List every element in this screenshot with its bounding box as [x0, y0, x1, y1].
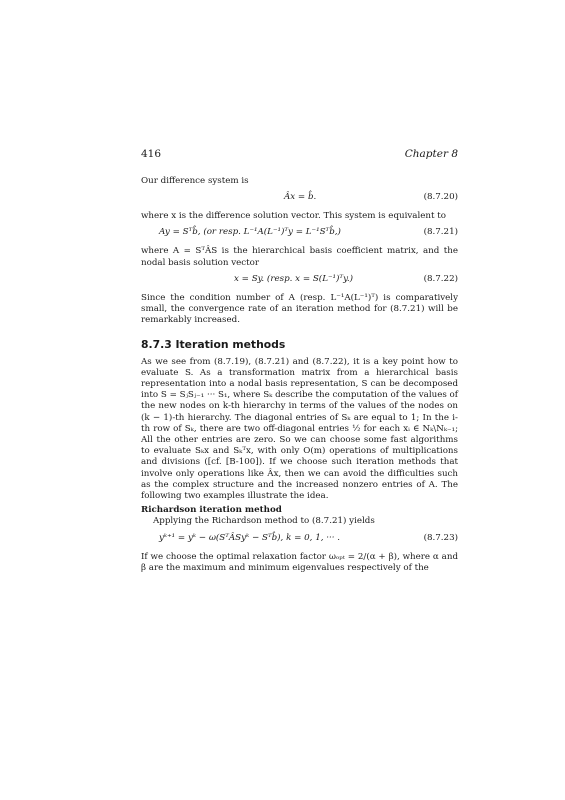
paragraph: where A = SᵀÂS is the hierarchical basis coefficient matrix, and the nodal basis solution vector — [141, 246, 458, 268]
subsection-heading: Richardson iteration method — [141, 505, 282, 516]
section-heading: 8.7.3 Iteration methods — [141, 338, 286, 352]
page-header — [141, 148, 458, 162]
equation-expression: Ay = Sᵀb̂, (or resp. L⁻¹A(L⁻¹)ᵀy = L⁻¹Sᵀb̂,) — [159, 227, 341, 238]
equation-number: (8.7.22) — [423, 273, 458, 284]
page-body — [141, 176, 458, 574]
paragraph: where x is the difference solution vector. This system is equivalent to — [141, 211, 446, 222]
equation-expression: yᵏ⁺¹ = yᵏ − ω(SᵀÂSyᵏ − Sᵀb̂), k = 0, 1, ··· . — [159, 532, 341, 543]
equation — [141, 531, 458, 549]
paragraph: As we see from (8.7.19), (8.7.21) and (8.7.22), it is a key point how to evaluate S. As a transformation matrix from a hierarchical basis representation into a nodal basis representation, S can be decomposed into S = SⱼSⱼ₋₁ ··· S₁, where Sₖ describe the computation of the values of the new nodes on k-th hierarchy in terms of the values of the nodes on (k − 1)-th hierarchy. The diagonal entries of Sₖ are equal to 1; In the i-th row of Sₖ, there are two off-diagonal entries ½ for each xᵢ ∈ Nₖ\Nₖ₋₁; All the other entries are zero. So we can choose some fast algorithms to evaluate Sₖx and Sₖᵀx, with only O(m) operations of multiplications and divisions ([cf. [B-100]). If we choose such iteration methods that involve only operations like Âx, then we can avoid the difficulties such as the complex structure and the increased nonzero entries of A. The following two examples illustrate the idea. — [141, 356, 458, 502]
equation — [141, 272, 458, 290]
paragraph: Our difference system is — [141, 176, 249, 186]
equation — [141, 225, 458, 243]
equation — [141, 190, 458, 208]
paragraph: Since the condition number of A (resp. L⁻¹A(L⁻¹)ᵀ) is comparatively small, the convergence rate of an iteration method for (8.7.21) will be remarkably increased. — [141, 292, 458, 326]
equation-expression: Âx = b̂. — [284, 192, 317, 203]
paragraph: Applying the Richardson method to (8.7.21) yields — [153, 516, 375, 527]
page-number: 416 — [141, 148, 162, 160]
chapter-label: Chapter 8 — [404, 148, 458, 160]
equation-expression: x = Sy. (resp. x = S(L⁻¹)ᵀy.) — [234, 273, 353, 284]
equation-number: (8.7.21) — [423, 227, 458, 238]
paragraph: If we choose the optimal relaxation factor ωₒₚₜ = 2/(α + β), where α and β are the maximum and minimum eigenvalues respectively of the — [141, 551, 458, 573]
equation-number: (8.7.23) — [423, 532, 458, 543]
equation-number: (8.7.20) — [423, 192, 458, 203]
